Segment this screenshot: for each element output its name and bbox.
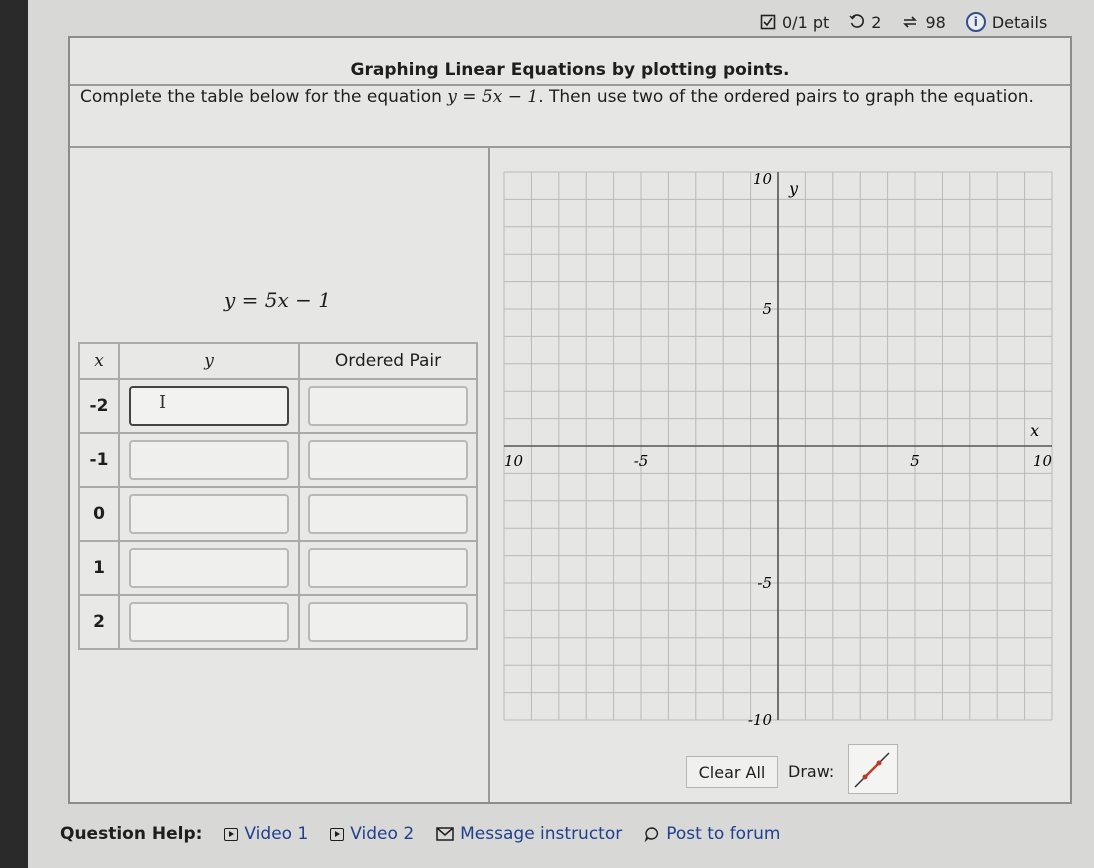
table-row xyxy=(80,434,476,486)
y-tick-label: 10 xyxy=(752,170,772,188)
coordinate-grid[interactable] xyxy=(498,156,1064,738)
x-tick-label: -5 xyxy=(633,452,649,470)
video-2-label: Video 2 xyxy=(350,824,415,844)
score-text: 0/1 pt xyxy=(782,12,830,32)
instruction-equation: y = 5x − 1 xyxy=(447,87,539,107)
question-help-bar xyxy=(60,824,802,844)
values-table xyxy=(78,342,478,650)
x-value: 0 xyxy=(80,488,118,540)
speech-bubble-icon xyxy=(644,826,660,842)
question-status-bar xyxy=(760,12,1047,32)
ordered-pair-input[interactable] xyxy=(308,494,468,534)
x-axis-label: x xyxy=(1030,421,1040,440)
line-segment-icon xyxy=(849,745,897,793)
question-help-label: Question Help: xyxy=(60,824,203,844)
video-play-icon xyxy=(330,828,344,841)
ordered-pair-input[interactable] xyxy=(308,386,468,426)
text-cursor-icon: I xyxy=(159,392,167,413)
y-tick-label: -5 xyxy=(757,574,772,592)
attempts-icon xyxy=(901,14,919,30)
post-to-forum-label: Post to forum xyxy=(666,824,781,844)
x-tick-label: 5 xyxy=(910,452,920,470)
table-row xyxy=(80,596,476,648)
x-value: 2 xyxy=(80,596,118,648)
envelope-icon xyxy=(436,827,454,841)
post-to-forum-link[interactable] xyxy=(644,824,780,844)
attempts-count: 98 xyxy=(925,12,946,32)
video-play-icon xyxy=(224,828,238,841)
header-y: y xyxy=(120,344,298,378)
x-tick-label: 10 xyxy=(1032,452,1052,470)
line-segment-tool-button[interactable] xyxy=(848,744,898,794)
y-input[interactable] xyxy=(129,386,289,426)
x-tick-label: 10 xyxy=(504,452,524,470)
table-row xyxy=(80,380,476,432)
retry-icon xyxy=(849,14,865,30)
retries-count: 2 xyxy=(871,12,882,32)
details-link[interactable]: Details xyxy=(991,12,1048,32)
question-title: Graphing Linear Equations by plotting points. xyxy=(350,60,790,80)
x-value: -1 xyxy=(80,434,118,486)
ordered-pair-input[interactable] xyxy=(308,548,468,588)
x-value: 1 xyxy=(80,542,118,594)
clear-all-button[interactable]: Clear All xyxy=(686,756,778,788)
screen-edge xyxy=(0,0,28,868)
header-ordered-pair: Ordered Pair xyxy=(300,344,476,378)
video-1-link[interactable] xyxy=(224,824,308,844)
equation-display: y = 5x − 1 xyxy=(224,288,331,312)
question-instructions xyxy=(80,86,1060,108)
header-x: x xyxy=(80,344,118,378)
video-2-link[interactable] xyxy=(330,824,414,844)
instruction-text-start: Complete the table below for the equation xyxy=(80,87,448,107)
checkbox-icon xyxy=(760,14,776,30)
question-panel xyxy=(68,36,1072,804)
divider xyxy=(70,146,1070,148)
message-instructor-link[interactable] xyxy=(436,824,622,844)
y-tick-label: -10 xyxy=(747,711,772,729)
x-value: -2 xyxy=(80,380,118,432)
ordered-pair-input[interactable] xyxy=(308,602,468,642)
table-row xyxy=(80,488,476,540)
table-row xyxy=(80,542,476,594)
y-input[interactable] xyxy=(129,440,289,480)
info-icon[interactable]: i xyxy=(966,12,986,32)
ordered-pair-input[interactable] xyxy=(308,440,468,480)
y-tick-label: 5 xyxy=(762,300,772,318)
divider xyxy=(488,148,490,802)
graph-area[interactable] xyxy=(498,156,1064,742)
y-axis-label: y xyxy=(788,178,799,198)
instruction-text-end: . Then use two of the ordered pairs to graph the equation. xyxy=(538,87,1034,107)
table-header-row xyxy=(80,344,476,378)
draw-label: Draw: xyxy=(788,762,835,781)
y-input[interactable] xyxy=(129,602,289,642)
y-input[interactable] xyxy=(129,494,289,534)
video-1-label: Video 1 xyxy=(244,824,309,844)
message-instructor-label: Message instructor xyxy=(460,824,623,844)
y-input[interactable] xyxy=(129,548,289,588)
